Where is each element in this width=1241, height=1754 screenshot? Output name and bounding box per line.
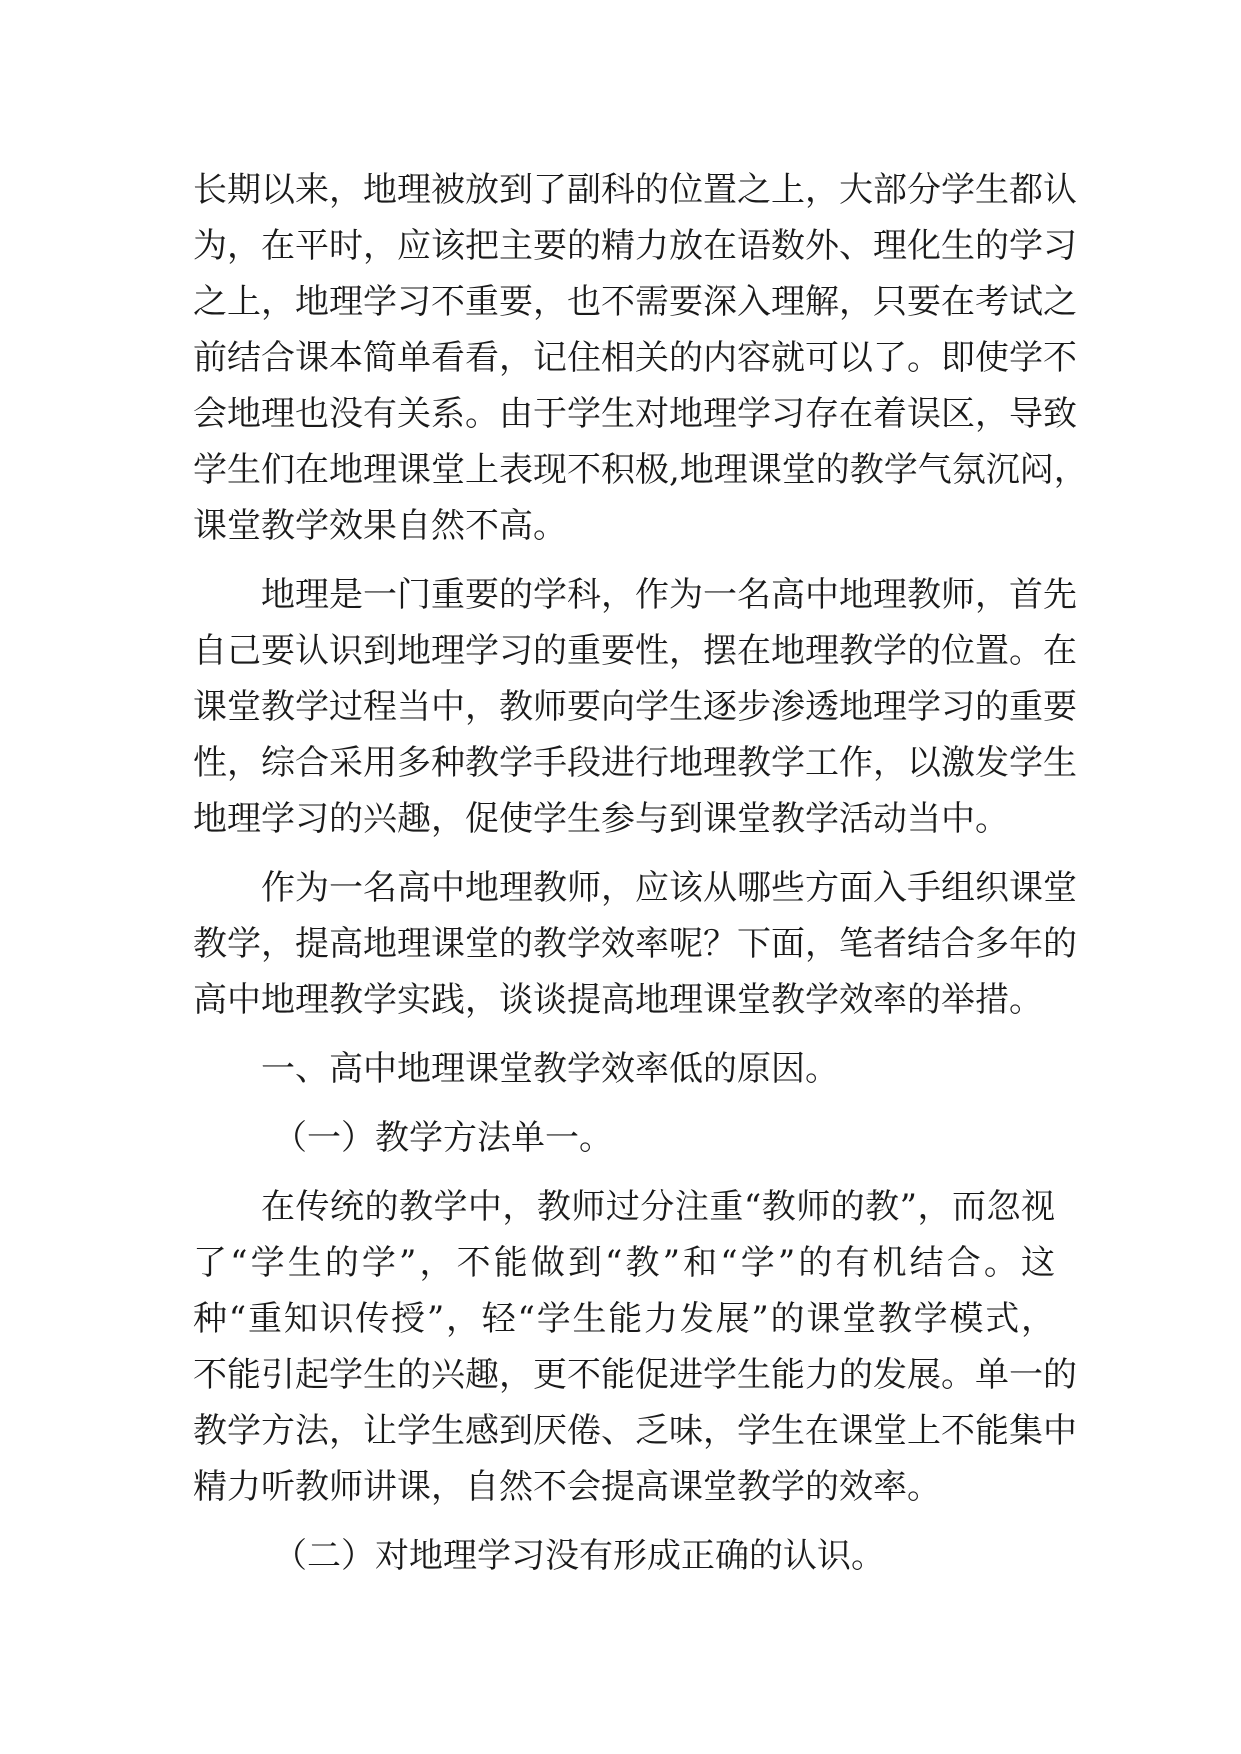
text-line: 会地理也没有关系。由于学生对地理学习存在着误区，导致 [193,394,1077,434]
text-line: 一、高中地理课堂教学效率低的原因。 [261,1049,839,1089]
text-line: 地理学习的兴趣，促使学生参与到课堂教学活动当中。 [193,799,1009,839]
text-line: 在传统的教学中，教师过分注重“教师的教”，而忽视 [261,1187,1055,1227]
text-line: 学生们在地理课堂上表现不积极,地理课堂的教学气氛沉闷， [193,450,1088,490]
text-line: 不能引起学生的兴趣，更不能促进学生能力的发展。单一的 [193,1355,1077,1395]
text-line: 种“重知识传授”，轻“学生能力发展”的课堂教学模式， [193,1299,1055,1339]
text-line: 前结合课本简单看看，记住相关的内容就可以了。即使学不 [193,338,1077,378]
text-line: 性，综合采用多种教学手段进行地理教学工作，以激发学生 [193,743,1077,783]
text-line: （二）对地理学习没有形成正确的认识。 [273,1536,885,1576]
paragraph [193,567,1077,847]
text-line: 精力听教师讲课，自然不会提高课堂教学的效率。 [193,1467,941,1507]
text-line: 长期以来，地理被放到了副科的位置之上，大部分学生都认 [193,170,1077,210]
text-line: （一）教学方法单一。 [273,1118,613,1158]
text-line: 教学方法，让学生感到厌倦、乏味，学生在课堂上不能集中 [193,1411,1077,1451]
text-line: 了“学生的学”，不能做到“教”和“学”的有机结合。这 [193,1243,1055,1283]
paragraph [193,860,1077,1028]
text-line: 课堂教学过程当中，教师要向学生逐步渗透地理学习的重要 [193,687,1077,727]
text-line: 自己要认识到地理学习的重要性，摆在地理教学的位置。在 [193,631,1077,671]
subsection-heading [193,1528,1055,1584]
text-line: 为，在平时，应该把主要的精力放在语数外、理化生的学习 [193,226,1077,266]
paragraph [193,1179,1077,1515]
text-line: 地理是一门重要的学科，作为一名高中地理教师，首先 [261,575,1077,615]
text-line: 作为一名高中地理教师，应该从哪些方面入手组织课堂 [261,868,1077,908]
text-line: 课堂教学效果自然不高。 [193,506,567,546]
subsection-heading [193,1110,1055,1166]
section-heading [193,1041,1055,1097]
text-line: 高中地理教学实践，谈谈提高地理课堂教学效率的举措。 [193,980,1043,1020]
paragraph [193,162,1088,554]
text-line: 教学，提高地理课堂的教学效率呢？下面，笔者结合多年的 [193,924,1077,964]
document-body [193,162,1088,1584]
text-line: 之上，地理学习不重要，也不需要深入理解，只要在考试之 [193,282,1077,322]
